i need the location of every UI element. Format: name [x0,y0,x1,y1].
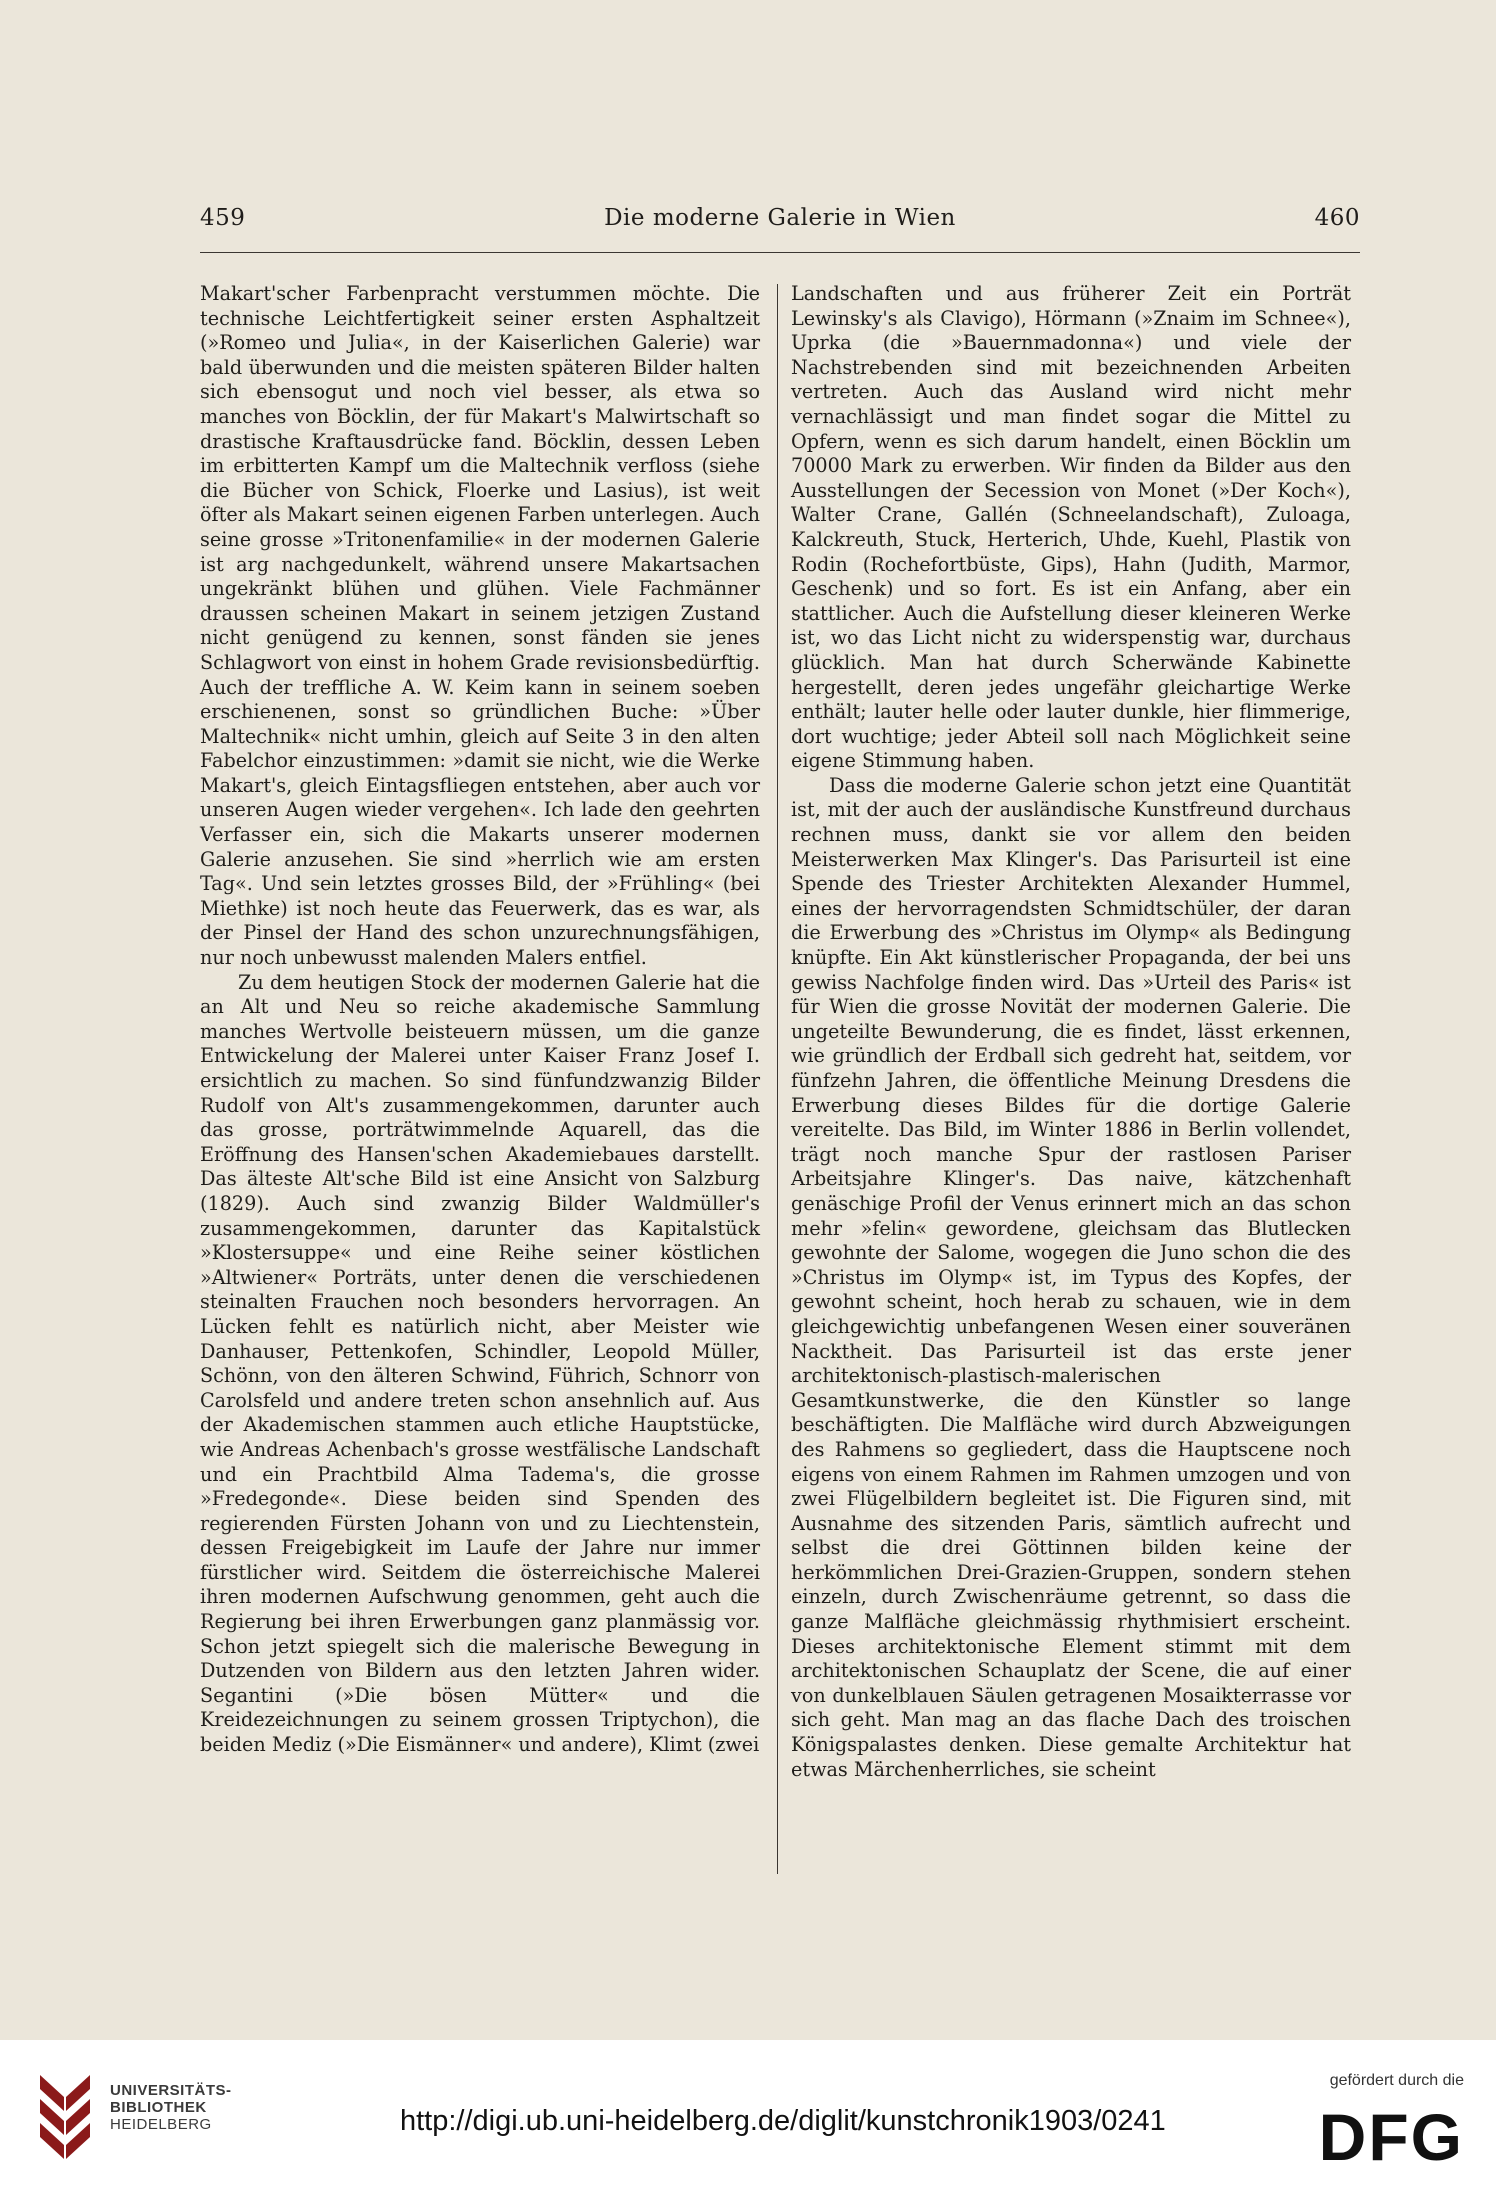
header-rule [200,252,1360,253]
institution-line: BIBLIOTHEK [110,2099,207,2116]
running-title: Die moderne Galerie in Wien [604,205,956,231]
paragraph: Zu dem heutigen Stock der modernen Galerie hat die an Alt und Neu so reiche akademische Sammlung manches Wertvolle beisteuern müssen, um die ganze Entwickelung der Malerei unter Kaiser Franz Josef I. ersichtlich zu machen. So sind fünfundzwanzig Bilder Rudolf von Alt's zusammengekommen, darunter auch das grosse, porträtwimmelnde Aquarell, das die Eröffnung des Hansen'schen Akademiebaues darstellt. Das älteste Alt'sche Bild ist eine Ansicht von Salzburg (1829). Auch sind zwanzig Bilder Waldmüller's zusammengekommen, darunter das Kapitalstück »Klostersuppe« und eine Reihe seiner köstlichen »Altwiener« Porträts, unter denen die verschiedenen steinalten Frauchen noch besonders hervorragen. An Lücken fehlt es natürlich nicht, aber Meister wie Danhauser, Pettenkofen, Schindler, Leopold Müller, Schönn, von den älteren Schwind, Führich, Schnorr von Carolsfeld und andere treten schon ansehnlich auf. Aus der Akademischen stammen auch etliche Hauptstücke, wie Andreas Achenbach's grosse westfälische Landschaft und ein Prachtbild Alma Tadema's, die grosse »Fredegonde«. Diese beiden sind Spenden des regierenden Fürsten Johann von und zu Liechtenstein, dessen Freigebigkeit im Laufe der Jahre nur immer fürstlicher wird. Seitdem die österreichische Malerei ihren modernen Aufschwung genommen, geht auch die Regierung bei ihren Erwerbungen ganz planmässig vor. Schon jetzt spiegelt sich die malerische Bewegung in Dutzenden von Bildern aus den letzten Jahren wider. Segantini (»Die bösen Mütter« und die Kreidezeichnungen zu seinem grossen Triptychon), die beiden Mediz (»Die Eismänner« und andere), Klimt (zwei [200,970,760,1757]
page-number-right: 460 [1314,205,1360,231]
university-logo-icon [30,2065,100,2165]
funded-by-label: gefördert durch die [1329,2072,1464,2089]
institution-name [110,2082,232,2133]
institution-line: HEIDELBERG [110,2116,212,2133]
left-column [200,282,760,1758]
dfg-logo: DFG [1318,2100,1464,2174]
right-column [791,282,1351,1782]
paragraph: Landschaften und aus früherer Zeit ein Porträt Lewinsky's als Clavigo), Hörmann (»Znaim im Schnee«), Uprka (die »Bauernmadonna«) und viele der Nachstrebenden sind mit bezeichnenden Arbeiten vertreten. Auch das Ausland wird nicht mehr vernachlässigt und man findet sogar die Mittel zu Opfern, wenn es sich darum handelt, einen Böcklin um 70000 Mark zu erwerben. Wir finden da Bilder aus den Ausstellungen der Secession von Monet (»Der Koch«), Walter Crane, Gallén (Schneelandschaft), Zuloaga, Kalckreuth, Stuck, Herterich, Uhde, Kuehl, Plastik von Rodin (Rochefortbüste, Gips), Hahn (Judith, Marmor, Geschenk) und so fort. Es ist ein Anfang, aber ein stattlicher. Auch die Aufstellung dieser kleineren Werke ist, wo das Licht nicht zu widerspenstig war, durchaus glücklich. Man hat durch Scherwände Kabinette hergestellt, deren jedes ungefähr gleichartige Werke enthält; lauter helle oder lauter dunkle, hier flimmerige, dort wuchtige; jeder Abteil soll nach Möglichkeit seine eigene Stimmung haben. [791,282,1351,773]
source-url-link[interactable]: http://digi.ub.uni-heidelberg.de/diglit/kunstchronik1903/0241 [400,2105,1166,2137]
page-number-left: 459 [200,205,246,231]
paragraph: Makart'scher Farbenpracht verstummen möchte. Die technische Leichtfertigkeit seiner ersten Asphaltzeit (»Romeo und Julia«, in der Kaiserlichen Galerie) war bald überwunden und die meisten späteren Bilder halten sich ebensogut und noch viel besser, als etwa so manches von Böcklin, der für Makart's Malwirtschaft so drastische Kraftausdrücke fand. Böcklin, dessen Leben im erbitterten Kampf um die Maltechnik verfloss (siehe die Bücher von Schick, Floerke und Lasius), ist weit öfter als Makart seinen eigenen Farben unterlegen. Auch seine grosse »Tritonenfamilie« in der modernen Galerie ist arg nachgedunkelt, während unsere Makartsachen ungekränkt blühen und glühen. Viele Fachmänner draussen scheinen Makart in seinem jetzigen Zustand nicht genügend zu kennen, sonst fänden sie jenes Schlagwort von einst in hohem Grade revisionsbedürftig. Auch der treffliche A. W. Keim kann in seinem soeben erschienenen, sonst so gründlichen Buche: »Über Maltechnik« nicht umhin, gleich auf Seite 3 in den alten Fabelchor einzustimmen: »damit sie nicht, wie die Werke Makart's, gleich Eintagsfliegen entstehen, aber auch vor unseren Augen wieder vergehen«. Ich lade den geehrten Verfasser ein, sich die Makarts unserer modernen Galerie anzusehen. Sie sind »herrlich wie am ersten Tag«. Und sein letztes grosses Bild, der »Frühling« (bei Miethke) ist noch heute das Feuerwerk, das es war, als der Pinsel der Hand des schon unzurechnungsfähigen, nur noch unbewusst malenden Malers entfiel. [200,282,760,970]
institution-line: UNIVERSITÄTS- [110,2082,232,2099]
column-rule [777,284,778,1874]
digitization-footer [0,2040,1496,2200]
page-header [200,205,1360,245]
paragraph: Dass die moderne Galerie schon jetzt eine Quantität ist, mit der auch der ausländische Kunstfreund durchaus rechnen muss, dankt sie vor allem den beiden Meisterwerken Max Klinger's. Das Parisurteil ist eine Spende des Triester Architekten Alexander Hummel, eines der hervorragendsten Schmidtschüler, der daran die Erwerbung des »Christus im Olymp« als Bedingung knüpfte. Ein Akt künstlerischer Propaganda, der bei uns gewiss Nachfolge finden wird. Das »Urteil des Paris« ist für Wien die grosse Novität der modernen Galerie. Die ungeteilte Bewunderung, die es findet, lässt erkennen, wie gründlich der Erdball sich gedreht hat, seitdem, vor fünfzehn Jahren, die öffentliche Meinung Dresdens die Erwerbung dieses Bildes für die dortige Galerie vereitelte. Das Bild, im Winter 1886 in Berlin vollendet, trägt noch manche Spur der rastlosen Pariser Arbeitsjahre Klinger's. Das naive, kätzchenhaft genäschige Profil der Venus erinnert mich an das schon mehr »felin« gewordene, gleichsam das Blutlecken gewohnte der Salome, wogegen die Juno schon die des »Christus im Olymp« ist, im Typus des Kopfes, der gewohnt scheint, hoch herab zu schauen, wie in dem gleichgewichtig unbefangenen Wesen einer souveränen Nacktheit. Das Parisurteil ist das erste jener architektonisch-plastisch-malerischen Gesamtkunstwerke, die den Künstler so lange beschäftigten. Die Malfläche wird durch Abzweigungen des Rahmens so gegliedert, dass die Hauptscene noch eigens von einem Rahmen im Rahmen umzogen und von zwei Flügelbildern begleitet ist. Die Figuren sind, mit Ausnahme des sitzenden Paris, sämtlich aufrecht und selbst die drei Göttinnen bilden keine der herkömmlichen Drei-Grazien-Gruppen, sondern stehen einzeln, durch Zwischenräume getrennt, so dass die ganze Malfläche gleichmässig rhythmisiert erscheint. Dieses architektonische Element stimmt mit dem architektonischen Schauplatz der Scene, die auf einer von dunkelblauen Säulen getragenen Mosaikterrasse vor sich geht. Man mag an das flache Dach des troischen Königspalastes denken. Diese gemalte Architektur hat etwas Märchenherrliches, sie scheint [791,773,1351,1781]
